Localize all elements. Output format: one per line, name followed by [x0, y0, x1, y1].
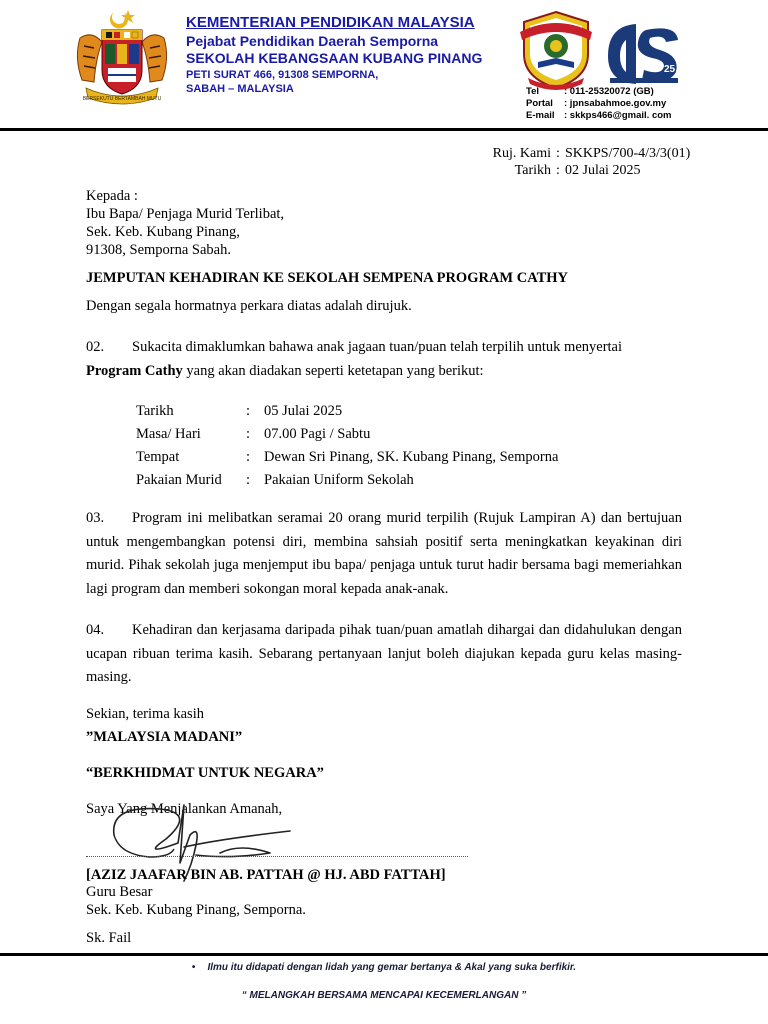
detail-row: Pakaian Murid : Pakaian Uniform Sekolah — [136, 472, 414, 488]
reference-date-row: Tarikh : 02 Julai 2025 — [514, 163, 641, 178]
recipient-to: Kepada : — [86, 188, 138, 204]
recipient-line2: Sek. Keb. Kubang Pinang, — [86, 224, 240, 240]
footer-divider — [0, 953, 768, 956]
paragraph-04: 04. Kehadiran dan kerjasama daripada pihak tuan/puan amatlah dihargai dan didahulukan dengan ucapan ribuan terima kasih. Sebarang pertanyaan lanjut boleh diajukan kepada guru kelas masing-masing. — [86, 622, 682, 685]
recipient-line3: 91308, Semporna Sabah. — [86, 242, 231, 258]
copy-to: Sk. Fail — [86, 930, 132, 946]
national-crest-logo — [72, 8, 172, 108]
footer-quote: • Ilmu itu didapati dengan lidah yang gemar bertanya & Akal yang suka berfikir. — [191, 962, 577, 973]
contact-email: E-mail : skkps466@gmail. com — [526, 110, 672, 121]
greeting: Dengan segala hormatnya perkara diatas adalah dirujuk. — [86, 298, 412, 314]
signatory-school: Sek. Keb. Kubang Pinang, Semporna. — [86, 902, 306, 918]
header-divider — [0, 128, 768, 131]
closing-sekian: Sekian, terima kasih — [86, 706, 204, 722]
slogan-malaysia-madani: ”MALAYSIA MADANI” — [86, 729, 243, 745]
detail-row: Masa/ Hari : 07.00 Pagi / Sabtu — [136, 426, 371, 442]
crest-motto: BERSEKUTU BERTAMBAH MUTU — [82, 96, 162, 102]
slogan-berkhidmat: “BERKHIDMAT UNTUK NEGARA” — [86, 765, 324, 781]
district-office-name: Pejabat Pendidikan Daerah Semporna — [186, 33, 439, 49]
letter-subject: JEMPUTAN KEHADIRAN KE SEKOLAH SEMPENA PROGRAM CATHY — [86, 270, 569, 286]
anniversary-number: 25 — [664, 64, 676, 75]
address-line2: SABAH – MALAYSIA — [186, 83, 294, 95]
closing-amanah: Saya Yang Menjalankan Amanah, — [86, 801, 283, 817]
signature-line — [86, 856, 468, 857]
contact-tel: Tel : 011-25320072 (GB) — [526, 86, 654, 97]
school-name: SEKOLAH KEBANGSAAN KUBANG PINANG — [186, 50, 483, 66]
paragraph-03: 03. Program ini melibatkan seramai 20 orang murid terpilih (Rujuk Lampiran A) dan bertujuan untuk mengembangkan potensi diri, membina sahsiah positif serta meningkatkan keyakinan diri murid. Pihak sekolah juga menjemput ibu bapa/ penjaga untuk turut hadir bersama bagi memeriahkan lagi program dan memberi sokongan moral kepada anak-anak. — [86, 510, 682, 597]
detail-row: Tarikh : 05 Julai 2025 — [136, 403, 343, 419]
contact-portal: Portal : jpnsabahmoe.gov.my — [526, 98, 667, 109]
school-logo — [518, 8, 594, 90]
detail-row: Tempat : Dewan Sri Pinang, SK. Kubang Pinang, Semporna — [136, 449, 559, 465]
recipient-line1: Ibu Bapa/ Penjaga Murid Terlibat, — [86, 206, 285, 222]
reference-number-row: Ruj. Kami : SKKPS/700-4/3/3(01) — [492, 146, 691, 161]
address-line1: PETI SURAT 466, 91308 SEMPORNA, — [186, 69, 379, 81]
signatory-name: [AZIZ JAAFAR BIN AB. PATTAH @ HJ. ABD FATTAH] — [86, 867, 446, 883]
footer-motto: “ MELANGKAH BERSAMA MENCAPAI KECEMERLANGAN ” — [241, 990, 527, 1001]
anniversary-logo — [602, 16, 682, 86]
ministry-name: KEMENTERIAN PENDIDIKAN MALAYSIA — [186, 14, 475, 31]
signatory-title: Guru Besar — [86, 884, 153, 900]
paragraph-02: 02. Sukacita dimaklumkan bahawa anak jagaan tuan/puan telah terpilih untuk menyertai Program Cathy yang akan diadakan seperti ketetapan yang berikut: — [86, 339, 623, 379]
